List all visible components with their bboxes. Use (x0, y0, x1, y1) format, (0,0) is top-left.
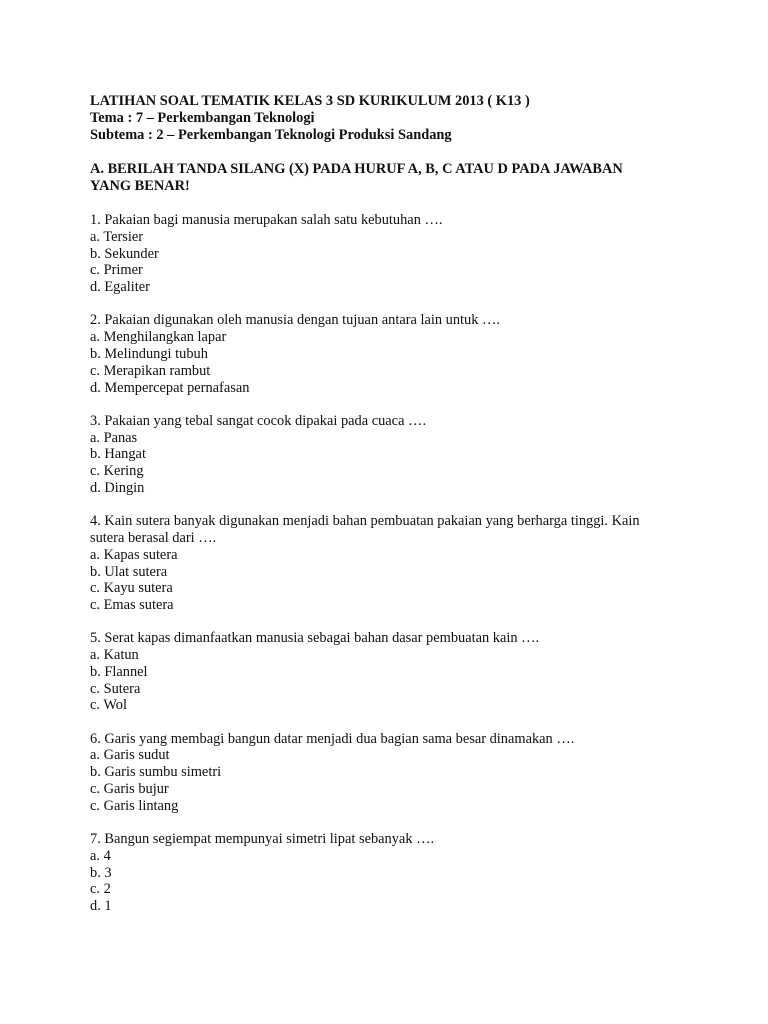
document-title: LATIHAN SOAL TEMATIK KELAS 3 SD KURIKULUM 2013 ( K13 ) (90, 93, 530, 109)
question-text: 1. Pakaian bagi manusia merupakan salah satu kebutuhan …. (90, 211, 443, 228)
question-3 (90, 413, 690, 497)
answer-option: c. Garis bujur (90, 781, 169, 798)
question-text: 4. Kain sutera banyak digunakan menjadi bahan pembuatan pakaian yang berharga tinggi. Kain sutera berasal dari …. (90, 513, 640, 546)
answer-option: d. 1 (90, 898, 112, 915)
answer-option: d. Dingin (90, 479, 145, 496)
answer-option: d. Mempercepat pernafasan (90, 379, 250, 396)
answer-option: b. Ulat sutera (90, 563, 168, 580)
question-text: 5. Serat kapas dimanfaatkan manusia sebagai bahan dasar pembuatan kain …. (90, 630, 540, 647)
question-text: 3. Pakaian yang tebal sangat cocok dipakai pada cuaca …. (90, 412, 427, 429)
question-text: 2. Pakaian digunakan oleh manusia dengan tujuan antara lain untuk …. (90, 312, 501, 329)
answer-option: a. Menghilangkan lapar (90, 329, 227, 346)
answer-option: c. Kering (90, 463, 144, 480)
tema-line: Tema : 7 – Perkembangan Teknologi (90, 109, 315, 126)
answer-option: c. Merapikan rambut (90, 362, 211, 379)
answer-option: a. Kapas sutera (90, 546, 178, 563)
question-6 (90, 731, 690, 815)
document-content (90, 93, 690, 915)
question-text: 7. Bangun segiempat mempunyai simetri lipat sebanyak …. (90, 831, 435, 848)
question-text: 6. Garis yang membagi bangun datar menjadi dua bagian sama besar dinamakan …. (90, 730, 575, 747)
answer-option: b. Melindungi tubuh (90, 345, 208, 362)
answer-option: c. Sutera (90, 680, 141, 697)
question-4 (90, 513, 690, 614)
answer-option: b. 3 (90, 864, 112, 881)
section-instruction: A. BERILAH TANDA SILANG (X) PADA HURUF A, B, C ATAU D PADA JAWABAN YANG BENAR! (90, 161, 623, 195)
answer-option: b. Sekunder (90, 245, 159, 262)
answer-option: d. Egaliter (90, 279, 150, 296)
answer-option: c. Emas sutera (90, 597, 174, 614)
answer-option: a. Katun (90, 647, 139, 664)
answer-option: c. Primer (90, 262, 143, 279)
answer-option: a. Tersier (90, 228, 144, 245)
answer-option: a. Panas (90, 429, 138, 446)
subtema-line: Subtema : 2 – Perkembangan Teknologi Produksi Sandang (90, 126, 452, 143)
question-7 (90, 831, 690, 915)
answer-option: b. Hangat (90, 446, 146, 463)
question-1 (90, 212, 690, 296)
answer-option: a. 4 (90, 847, 111, 864)
answer-option: c. Garis lintang (90, 797, 179, 814)
answer-option: b. Flannel (90, 663, 148, 680)
answer-option: c. Kayu sutera (90, 580, 173, 597)
question-5 (90, 630, 690, 714)
question-2 (90, 312, 690, 396)
answer-option: a. Garis sudut (90, 747, 170, 764)
answer-option: b. Garis sumbu simetri (90, 764, 222, 781)
answer-option: c. Wol (90, 697, 127, 714)
answer-option: c. 2 (90, 881, 111, 898)
